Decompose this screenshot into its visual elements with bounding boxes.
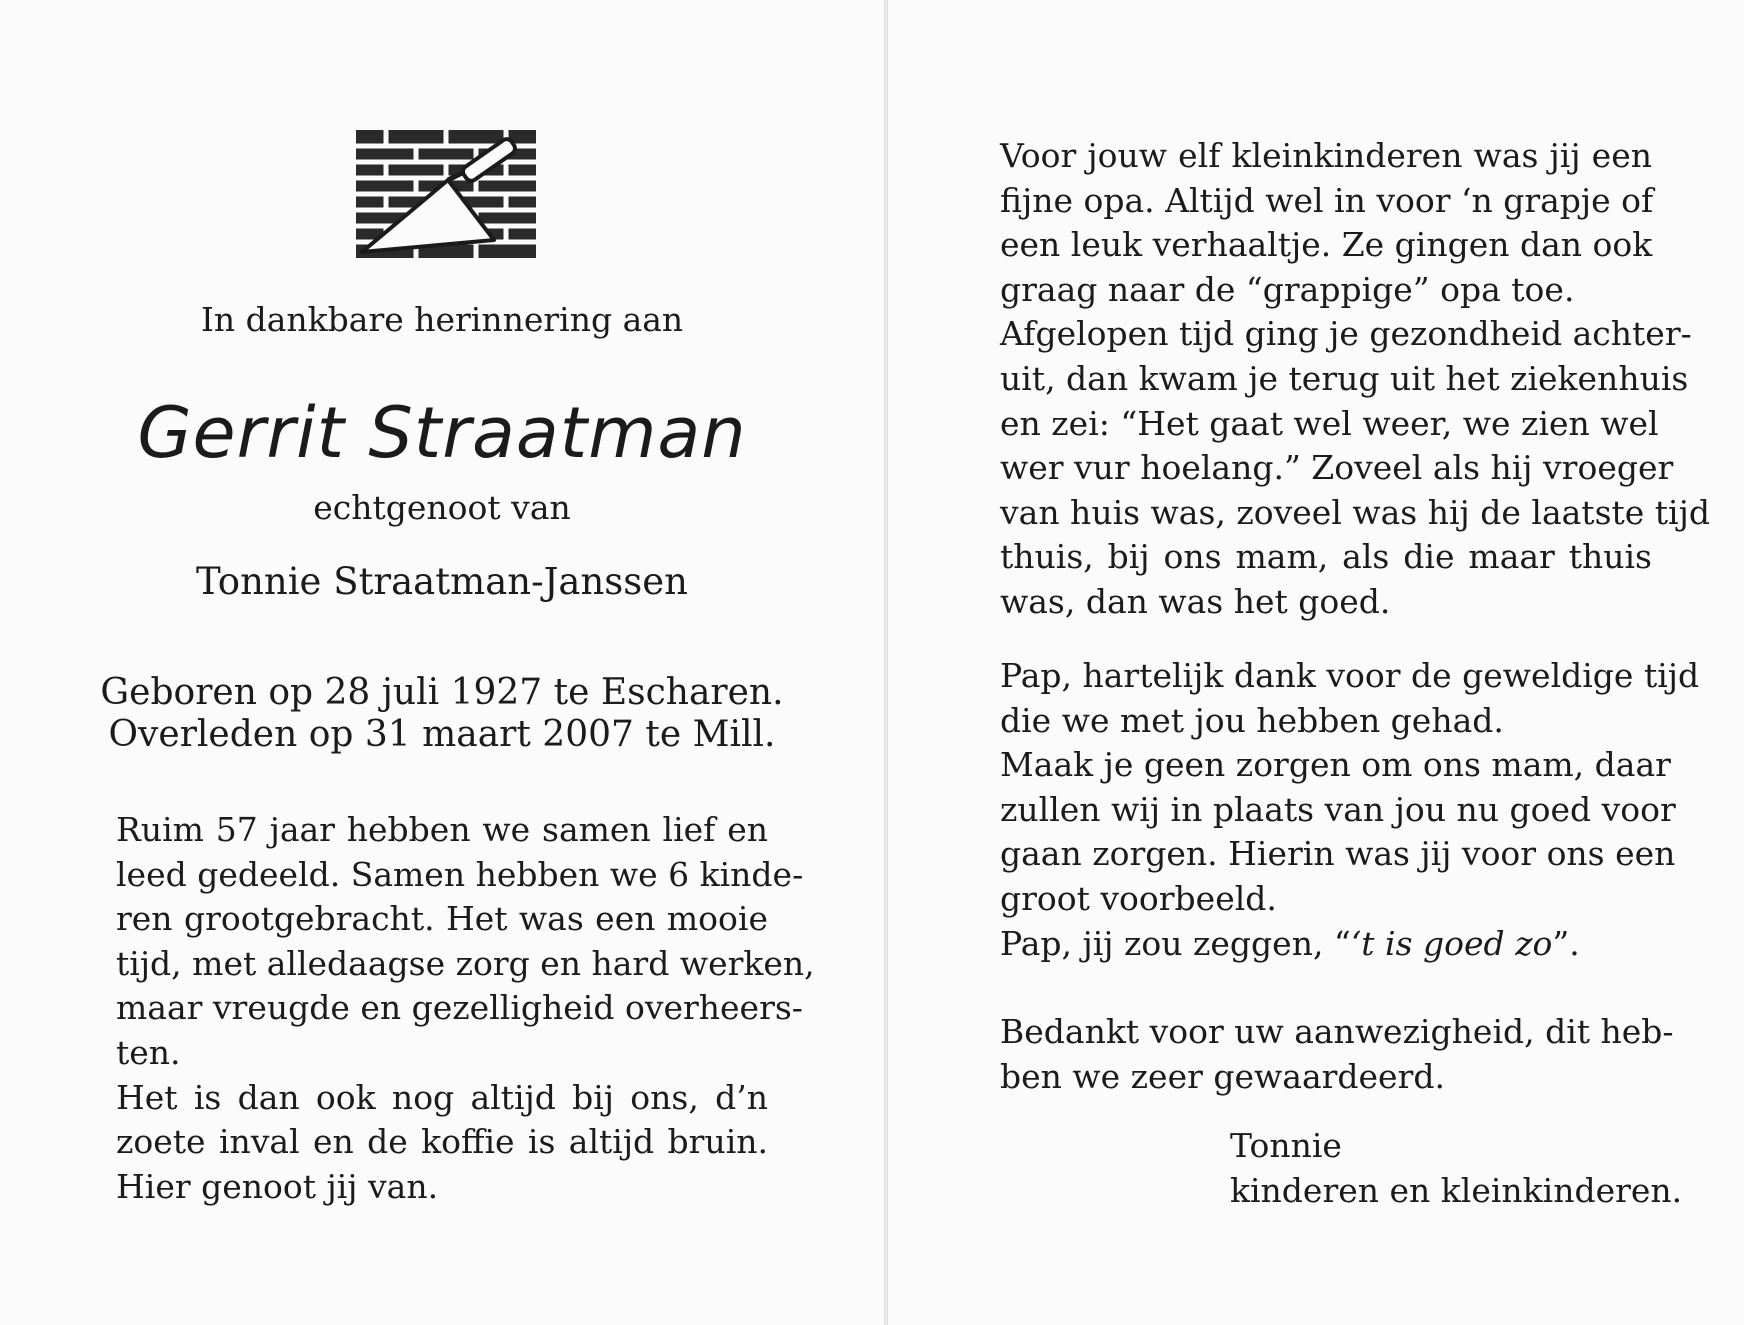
text-line: thuis, bij ons mam, als die maar thuis: [1000, 537, 1652, 577]
thanks-paragraph: [1000, 654, 1700, 966]
quote-line: [1000, 922, 1652, 967]
text-line: gaan zorgen. Hierin was jij voor ons een: [1000, 834, 1676, 874]
brick-wall-trowel-icon: [356, 130, 536, 258]
text-line: Ruim 57 jaar hebben we samen lief en: [116, 810, 768, 849]
text-line: zullen wij in plaats van jou nu goed voor: [1000, 789, 1676, 829]
tribute-paragraph: [116, 808, 815, 1209]
text-line: ren grootgebracht. Het was een mooie: [116, 899, 768, 939]
attendance-thanks-paragraph: [1000, 1010, 1674, 1099]
text-line: Hier genoot jij van.: [116, 1166, 439, 1206]
quote-prefix: Pap, jij zou zeggen, “: [1000, 923, 1351, 963]
text-line: wer vur hoelang.” Zoveel als hij vroeger: [1000, 448, 1674, 488]
grandchildren-paragraph: [1000, 134, 1710, 625]
text-line: van huis was, zoveel was hij de laatste tijd: [1000, 492, 1710, 532]
text-line: Bedankt voor uw aanwezigheid, dit heb-: [1000, 1012, 1674, 1051]
right-page: [888, 0, 1744, 1325]
text-line: groot voorbeeld.: [1000, 878, 1277, 918]
spouse-label: echtgenoot van: [313, 488, 571, 527]
signature-line: Tonnie: [1230, 1126, 1342, 1165]
text-line: een leuk verhaaltje. Ze gingen dan ook: [1000, 225, 1653, 265]
deceased-name: Gerrit Straatman: [137, 392, 747, 474]
text-line: Het is dan ook nog altijd bij ons, d’n: [116, 1077, 768, 1117]
quote-text: ‘t is goed zo: [1350, 923, 1553, 963]
text-line: Pap, hartelijk dank voor de geweldige tijd: [1000, 656, 1700, 695]
text-line: Maak je geen zorgen om ons mam, daar: [1000, 745, 1671, 785]
signature-line: kinderen en kleinkinderen.: [1230, 1170, 1683, 1210]
text-line: ben we zeer gewaardeerd.: [1000, 1056, 1445, 1096]
spouse-name: Tonnie Straatman-Janssen: [195, 560, 689, 603]
text-line: Voor jouw elf kleinkinderen was jij een: [1000, 136, 1652, 175]
text-line: Afgelopen tijd ging je gezondheid achter-: [1000, 314, 1692, 354]
text-line: was, dan was het goed.: [1000, 581, 1391, 621]
text-line: leed gedeeld. Samen hebben we 6 kinde-: [116, 854, 804, 894]
text-line: die we met jou hebben gehad.: [1000, 700, 1504, 740]
text-line: graag naar de “grappige” opa toe.: [1000, 269, 1575, 309]
birth-line: Geboren op 28 juli 1927 te Escharen.: [100, 672, 784, 713]
intro-text: In dankbare herinnering aan: [200, 300, 684, 339]
text-line: uit, dan kwam je terug uit het ziekenhuis: [1000, 358, 1689, 398]
text-line: en zei: “Het gaat wel weer, we zien wel: [1000, 403, 1659, 443]
text-line: fijne opa. Altijd wel in voor ‘n grapje of: [1000, 180, 1654, 220]
text-line: zoete inval en de koffie is altijd bruin.: [116, 1122, 768, 1162]
quote-suffix: ”.: [1552, 923, 1580, 963]
text-line: tijd, met alledaagse zorg en hard werken,: [116, 943, 815, 983]
signature-block: [1230, 1124, 1683, 1213]
text-line: ten.: [116, 1032, 181, 1072]
text-line: maar vreugde en gezelligheid overheers-: [116, 988, 803, 1028]
death-line: Overleden op 31 maart 2007 te Mill.: [108, 714, 776, 755]
